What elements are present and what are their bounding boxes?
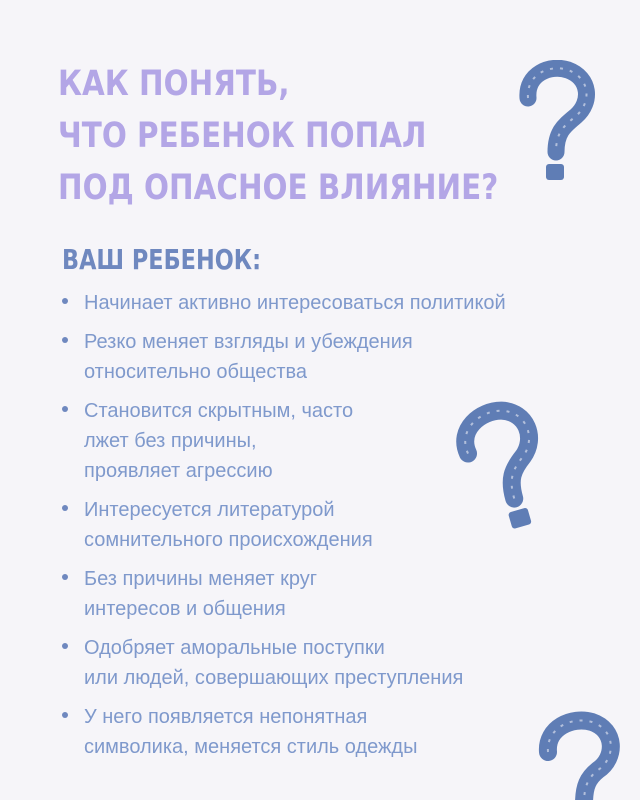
title-line: ПОД ОПАСНОЕ ВЛИЯНИЕ? (58, 168, 499, 208)
list-item-line: интересов и общения (84, 598, 286, 620)
page-title (58, 58, 498, 214)
bullet-icon (62, 406, 68, 412)
bullet-icon (62, 505, 68, 511)
list-item (62, 327, 622, 387)
list-item-line: проявляет агрессию (84, 460, 273, 482)
title-line: ЧТО РЕБЕНОК ПОПАЛ (58, 116, 427, 156)
list-item-line: относительно общества (84, 361, 308, 383)
bullet-icon (62, 712, 68, 718)
bullet-icon (62, 643, 68, 649)
list-item-line: Без причины меняет круг (84, 568, 318, 590)
list-item-line: Резко меняет взгляды и убеждения (84, 331, 413, 353)
list-item-line: символика, меняется стиль одежды (84, 736, 418, 758)
question-mark-icon (450, 400, 560, 540)
bullet-icon (62, 574, 68, 580)
list-item-line: Начинает активно интересоваться политикой (84, 292, 506, 314)
list-item (62, 564, 622, 624)
section-heading: ВАШ РЕБЕНОК: (62, 243, 262, 276)
list-item (62, 288, 622, 318)
list-item-line: сомнительного происхождения (84, 529, 373, 551)
list-item-line: или людей, совершающих преступления (84, 667, 464, 689)
bullet-icon (62, 337, 68, 343)
title-line: КАК ПОНЯТЬ, (58, 64, 290, 104)
list-item-line: Одобряет аморальные поступки (84, 637, 385, 659)
question-mark-icon (510, 60, 600, 190)
list-item-line: Интересуется литературой (84, 499, 335, 521)
list-item-line: лжет без причины, (84, 430, 257, 452)
bullet-icon (62, 298, 68, 304)
list-item-line: Становится скрытным, часто (84, 400, 354, 422)
list-item (62, 633, 622, 693)
list-item-line: У него появляется непонятная (84, 706, 368, 728)
question-mark-icon (528, 708, 628, 800)
